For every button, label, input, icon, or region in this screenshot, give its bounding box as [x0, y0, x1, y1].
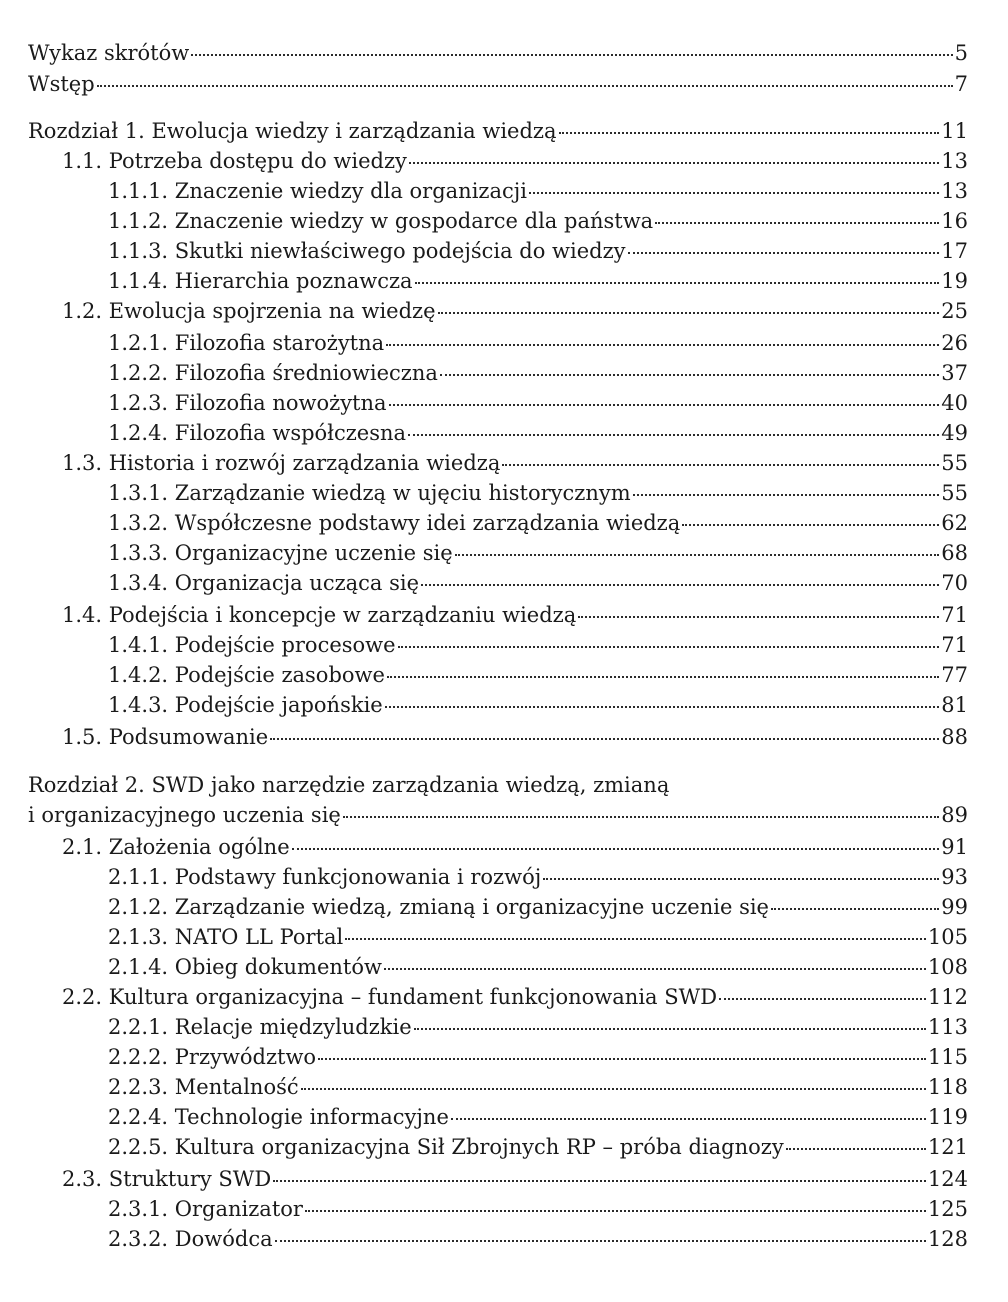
- dot-leader: [385, 706, 940, 708]
- toc-entry-page: 121: [927, 1135, 968, 1159]
- toc-entry: [108, 178, 968, 204]
- dot-leader: [384, 968, 926, 970]
- toc-entry-title: 1.2.2. Filozofia średniowieczna: [108, 361, 438, 385]
- toc-entry: [108, 360, 968, 386]
- toc-entry-page: 55: [941, 451, 968, 475]
- toc-entry-page: 93: [941, 865, 968, 889]
- toc-entry-title: 1.4.1. Podejście procesowe: [108, 633, 396, 657]
- dot-leader: [633, 494, 940, 496]
- dot-leader: [275, 1240, 926, 1242]
- toc-entry-title: 1.3.3. Organizacyjne uczenie się: [108, 541, 453, 565]
- toc-entry: [108, 238, 968, 264]
- toc-entry: [62, 834, 968, 860]
- toc-entry-title: 1.4.3. Podejście japońskie: [108, 693, 383, 717]
- toc-entry-page: 125: [927, 1197, 968, 1221]
- dot-leader: [719, 998, 926, 1000]
- toc-entry: [108, 1044, 968, 1070]
- dot-leader: [502, 464, 939, 466]
- toc-entry: [108, 540, 968, 566]
- toc-entry: [62, 602, 968, 628]
- dot-leader: [389, 404, 940, 406]
- toc-entry-title: Rozdział 2. SWD jako narzędzie zarządzania wiedzą, zmianą: [28, 773, 670, 797]
- toc-entry-title: 1.1. Potrzeba dostępu do wiedzy: [62, 149, 407, 173]
- toc-entry-page: 88: [941, 725, 968, 749]
- dot-leader: [343, 816, 939, 818]
- toc-entry-page: 7: [954, 72, 968, 96]
- dot-leader: [387, 676, 939, 678]
- toc-entry-title: 2.2.3. Mentalność: [108, 1075, 299, 1099]
- toc-entry: [108, 480, 968, 506]
- toc-entry: [108, 1074, 968, 1100]
- toc-entry-page: 68: [941, 541, 968, 565]
- toc-entry: [108, 954, 968, 980]
- toc-entry: [108, 924, 968, 950]
- dot-leader: [318, 1058, 926, 1060]
- dot-leader: [305, 1210, 926, 1212]
- toc-entry-title: 1.1.1. Znaczenie wiedzy dla organizacji: [108, 179, 527, 203]
- toc-entry: [108, 1134, 968, 1160]
- dot-leader: [191, 54, 952, 56]
- dot-leader: [771, 908, 939, 910]
- toc-entry-page: 113: [927, 1015, 968, 1039]
- toc-entry: [108, 510, 968, 536]
- toc-entry-title: 1.2.4. Filozofia współczesna: [108, 421, 407, 445]
- toc-entry-title: 2.1.2. Zarządzanie wiedzą, zmianą i organizacyjne uczenie się: [108, 895, 769, 919]
- toc-entry-page: 71: [941, 633, 968, 657]
- toc-entry-title: 1.2.3. Filozofia nowożytna: [108, 391, 387, 415]
- toc-entry-title: 2.2.5. Kultura organizacyjna Sił Zbrojnych RP – próba diagnozy: [108, 1135, 784, 1159]
- toc-entry-title: Wstęp: [28, 72, 95, 96]
- toc-entry-page: 77: [941, 663, 968, 687]
- dot-leader: [409, 162, 939, 164]
- dot-leader: [628, 252, 940, 254]
- dot-leader: [682, 524, 939, 526]
- toc-entry-title: 1.1.4. Hierarchia poznawcza: [108, 269, 413, 293]
- toc-entry: [62, 984, 968, 1010]
- toc-entry: [108, 692, 968, 718]
- dot-leader: [440, 374, 939, 376]
- toc-entry-page: 119: [927, 1105, 968, 1129]
- toc-entry: [108, 1196, 968, 1222]
- dot-leader: [97, 85, 953, 87]
- toc-entry-title: 1.3. Historia i rozwój zarządzania wiedzą: [62, 451, 501, 475]
- toc-entry-page: 40: [941, 391, 968, 415]
- toc-entry-title: 1.3.2. Współczesne podstawy idei zarządzania wiedzą: [108, 511, 681, 535]
- toc-entry-page: 124: [927, 1167, 968, 1191]
- toc-entry-title: 1.2. Ewolucja spojrzenia na wiedzę: [62, 299, 436, 323]
- toc-entry-page: 17: [941, 239, 968, 263]
- toc-entry: [108, 208, 968, 234]
- toc-entry-page: 99: [941, 895, 968, 919]
- toc-entry: [62, 148, 968, 174]
- toc-entry-title: 2.1.1. Podstawy funkcjonowania i rozwój: [108, 865, 542, 889]
- toc-entry-page: 71: [941, 603, 968, 627]
- toc-entry-title: 2.2.1. Relacje międzyludzkie: [108, 1015, 412, 1039]
- toc-entry-title: 2.2.2. Przywództwo: [108, 1045, 317, 1069]
- toc-entry-title: 2.3.1. Organizator: [108, 1197, 303, 1221]
- toc-entry-title: 1.4. Podejścia i koncepcje w zarządzaniu wiedzą: [62, 603, 577, 627]
- toc-entry-page: 91: [941, 835, 968, 859]
- toc-entry-page: 5: [954, 41, 968, 65]
- toc-entry-page: 128: [927, 1227, 968, 1251]
- toc-entry: [62, 298, 968, 324]
- toc-entry-title: 2.1.3. NATO LL Portal: [108, 925, 344, 949]
- toc-entry-title: i organizacyjnego uczenia się: [28, 803, 341, 827]
- dot-leader: [578, 616, 939, 618]
- dot-leader: [786, 1148, 926, 1150]
- toc-entry-page: 115: [927, 1045, 968, 1069]
- toc-entry: [108, 632, 968, 658]
- toc-entry: [62, 450, 968, 476]
- toc-entry-page: 105: [927, 925, 968, 949]
- toc-entry: [62, 724, 968, 750]
- toc-entry-title: 2.2. Kultura organizacyjna – fundament funkcjonowania SWD: [62, 985, 718, 1009]
- toc-entry: [108, 570, 968, 596]
- toc-entry: [108, 1014, 968, 1040]
- toc-entry: [108, 420, 968, 446]
- dot-leader: [438, 312, 940, 314]
- toc-entry-page: 62: [941, 511, 968, 535]
- dot-leader: [543, 878, 939, 880]
- toc-entry-page: 70: [941, 571, 968, 595]
- toc-entry-page: 11: [941, 119, 968, 143]
- toc-entry: [108, 390, 968, 416]
- toc-entry: [108, 894, 968, 920]
- dot-leader: [398, 646, 940, 648]
- toc-entry-title: 1.5. Podsumowanie: [62, 725, 269, 749]
- toc-entry-title: 1.4.2. Podejście zasobowe: [108, 663, 385, 687]
- toc-entry: [108, 662, 968, 688]
- toc-entry-page: 37: [941, 361, 968, 385]
- toc-entry-page: 16: [941, 209, 968, 233]
- dot-leader: [415, 282, 940, 284]
- toc-entry-title: 2.1. Założenia ogólne: [62, 835, 290, 859]
- dot-leader: [292, 848, 940, 850]
- dot-leader: [408, 434, 939, 436]
- toc-entry: [108, 1226, 968, 1252]
- toc-entry: [108, 864, 968, 890]
- toc-entry-page: 19: [941, 269, 968, 293]
- toc-entry-page: 81: [941, 693, 968, 717]
- dot-leader: [414, 1028, 926, 1030]
- dot-leader: [270, 738, 939, 740]
- toc-entry-title: 1.3.4. Organizacja ucząca się: [108, 571, 420, 595]
- dot-leader: [655, 222, 939, 224]
- toc-entry-title: 2.3. Struktury SWD: [62, 1167, 272, 1191]
- dot-leader: [421, 584, 939, 586]
- toc-entry-title: Wykaz skrótów: [28, 41, 190, 65]
- toc-entry-title: 1.3.1. Zarządzanie wiedzą w ujęciu historycznym: [108, 481, 631, 505]
- dot-leader: [345, 938, 926, 940]
- dot-leader: [273, 1180, 926, 1182]
- dot-leader: [386, 344, 939, 346]
- toc-entry-title: 1.1.2. Znaczenie wiedzy w gospodarce dla państwa: [108, 209, 654, 233]
- toc-entry-page: 112: [927, 985, 968, 1009]
- toc-entry-page: 13: [941, 179, 968, 203]
- toc-entry-page: 118: [927, 1075, 968, 1099]
- toc-entry-title: 2.1.4. Obieg dokumentów: [108, 955, 382, 979]
- dot-leader: [529, 192, 939, 194]
- toc-entry-page: 49: [941, 421, 968, 445]
- toc-entry: [108, 330, 968, 356]
- toc-entry-page: 13: [941, 149, 968, 173]
- toc-entry-title: 1.1.3. Skutki niewłaściwego podejścia do wiedzy: [108, 239, 626, 263]
- dot-leader: [301, 1088, 926, 1090]
- toc-entry: [28, 40, 968, 66]
- toc-entry: [28, 118, 968, 144]
- toc-entry: [28, 71, 968, 97]
- toc-entry-title: 1.2.1. Filozofia starożytna: [108, 331, 385, 355]
- toc-entry: [62, 1166, 968, 1192]
- dot-leader: [451, 1118, 926, 1120]
- toc-entry-page: 55: [941, 481, 968, 505]
- toc-entry-page: 89: [941, 803, 968, 827]
- toc-entry-page: 26: [941, 331, 968, 355]
- toc-entry-page: 108: [927, 955, 968, 979]
- dot-leader: [455, 554, 940, 556]
- toc-entry: [28, 772, 968, 798]
- toc-entry: [108, 1104, 968, 1130]
- toc-entry-page: 25: [941, 299, 968, 323]
- dot-leader: [559, 132, 940, 134]
- toc-entry-title: 2.3.2. Dowódca: [108, 1227, 273, 1251]
- toc-entry-title: 2.2.4. Technologie informacyjne: [108, 1105, 449, 1129]
- toc-entry: [108, 268, 968, 294]
- toc-entry-title: Rozdział 1. Ewolucja wiedzy i zarządzania wiedzą: [28, 119, 557, 143]
- toc-entry: [28, 802, 968, 828]
